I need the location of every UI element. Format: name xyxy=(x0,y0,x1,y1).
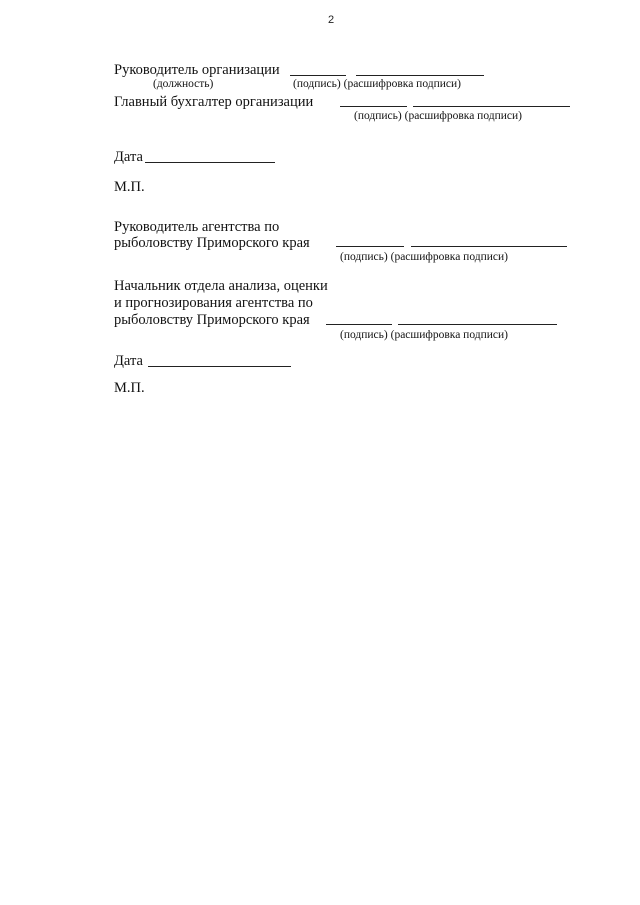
date-line-1 xyxy=(145,162,275,163)
stamp-label-1: М.П. xyxy=(114,179,145,195)
org-head-position-caption: (должность) xyxy=(153,78,214,90)
agency-head-label-line1: Руководитель агентства по xyxy=(114,219,280,235)
agency-head-name-line xyxy=(411,246,567,247)
date-line-2 xyxy=(148,366,291,367)
date-label-2: Дата xyxy=(114,353,143,369)
dept-head-label-line3: рыболовству Приморского края xyxy=(114,312,310,328)
dept-head-signature-caption: (подпись) (расшифровка подписи) xyxy=(340,329,509,341)
chief-accountant-signature-line xyxy=(340,106,407,107)
date-label-1: Дата xyxy=(114,149,143,165)
org-head-label: Руководитель организации xyxy=(114,62,280,78)
agency-head-signature-caption: (подпись) (расшифровка подписи) xyxy=(340,251,509,263)
org-head-signature-line xyxy=(356,75,484,76)
chief-accountant-signature-caption: (подпись) (расшифровка подписи) xyxy=(354,110,523,122)
stamp-label-2: М.П. xyxy=(114,380,145,396)
org-head-signature-caption: (подпись) (расшифровка подписи) xyxy=(293,78,462,90)
dept-head-label-line1: Начальник отдела анализа, оценки xyxy=(114,278,328,294)
chief-accountant-label: Главный бухгалтер организации xyxy=(114,94,314,110)
chief-accountant-name-line xyxy=(413,106,570,107)
dept-head-label-line2: и прогнозирования агентства по xyxy=(114,295,313,311)
agency-head-signature-line xyxy=(336,246,404,247)
agency-head-label-line2: рыболовству Приморского края xyxy=(114,235,310,251)
page-number: 2 xyxy=(328,14,335,26)
org-head-position-line xyxy=(290,75,346,76)
dept-head-signature-line xyxy=(326,324,392,325)
dept-head-name-line xyxy=(398,324,557,325)
